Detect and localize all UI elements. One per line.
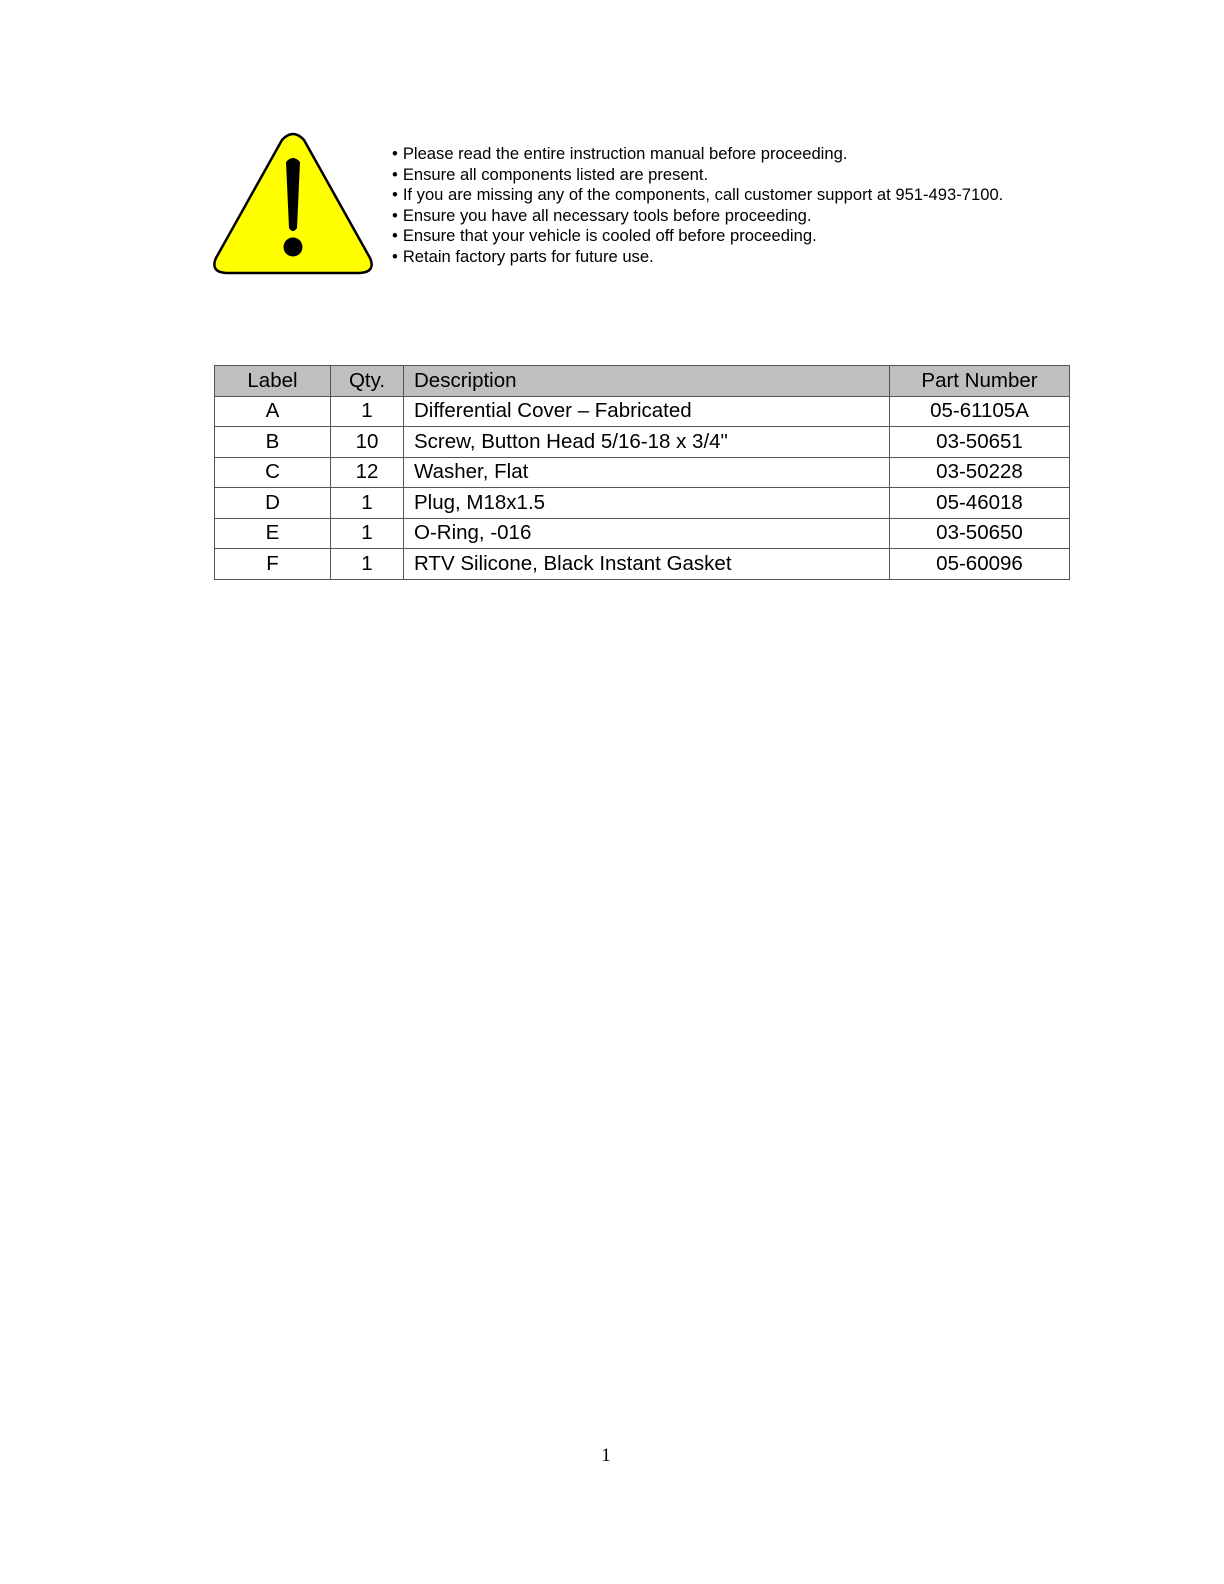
cell-label: E: [215, 518, 331, 549]
cell-qty: 12: [331, 457, 404, 488]
warning-list: [392, 144, 1003, 267]
cell-label: A: [215, 396, 331, 427]
table-row: [215, 518, 1070, 549]
cell-qty: 1: [331, 488, 404, 519]
cell-part-number: 03-50228: [890, 457, 1070, 488]
table-row: [215, 427, 1070, 458]
cell-description: Differential Cover – Fabricated: [404, 396, 890, 427]
column-header-label: Label: [215, 366, 331, 397]
cell-description: RTV Silicone, Black Instant Gasket: [404, 549, 890, 580]
warning-triangle-icon: [212, 132, 374, 276]
cell-part-number: 05-46018: [890, 488, 1070, 519]
column-header-part-number: Part Number: [890, 366, 1070, 397]
cell-qty: 10: [331, 427, 404, 458]
parts-table: [214, 365, 1070, 580]
cell-description: O-Ring, -016: [404, 518, 890, 549]
warning-block: [212, 132, 1072, 278]
cell-qty: 1: [331, 549, 404, 580]
warning-item: • Ensure you have all necessary tools before proceeding.: [392, 206, 1003, 227]
table-row: [215, 488, 1070, 519]
cell-description: Screw, Button Head 5/16-18 x 3/4": [404, 427, 890, 458]
cell-qty: 1: [331, 396, 404, 427]
warning-item: • Please read the entire instruction manual before proceeding.: [392, 144, 1003, 165]
cell-part-number: 03-50650: [890, 518, 1070, 549]
warning-item: • If you are missing any of the components, call customer support at 951-493-7100.: [392, 185, 1003, 206]
warning-item: • Retain factory parts for future use.: [392, 247, 1003, 268]
table-row: [215, 549, 1070, 580]
column-header-qty: Qty.: [331, 366, 404, 397]
page-number: 1: [601, 1445, 611, 1466]
cell-label: F: [215, 549, 331, 580]
warning-item: • Ensure that your vehicle is cooled off before proceeding.: [392, 226, 1003, 247]
table-row: [215, 457, 1070, 488]
warning-item: • Ensure all components listed are present.: [392, 165, 1003, 186]
cell-label: B: [215, 427, 331, 458]
table-row: [215, 396, 1070, 427]
cell-description: Plug, M18x1.5: [404, 488, 890, 519]
table-header-row: [215, 366, 1070, 397]
cell-label: C: [215, 457, 331, 488]
cell-part-number: 05-61105A: [890, 396, 1070, 427]
cell-part-number: 05-60096: [890, 549, 1070, 580]
cell-qty: 1: [331, 518, 404, 549]
cell-description: Washer, Flat: [404, 457, 890, 488]
cell-label: D: [215, 488, 331, 519]
column-header-description: Description: [404, 366, 890, 397]
cell-part-number: 03-50651: [890, 427, 1070, 458]
